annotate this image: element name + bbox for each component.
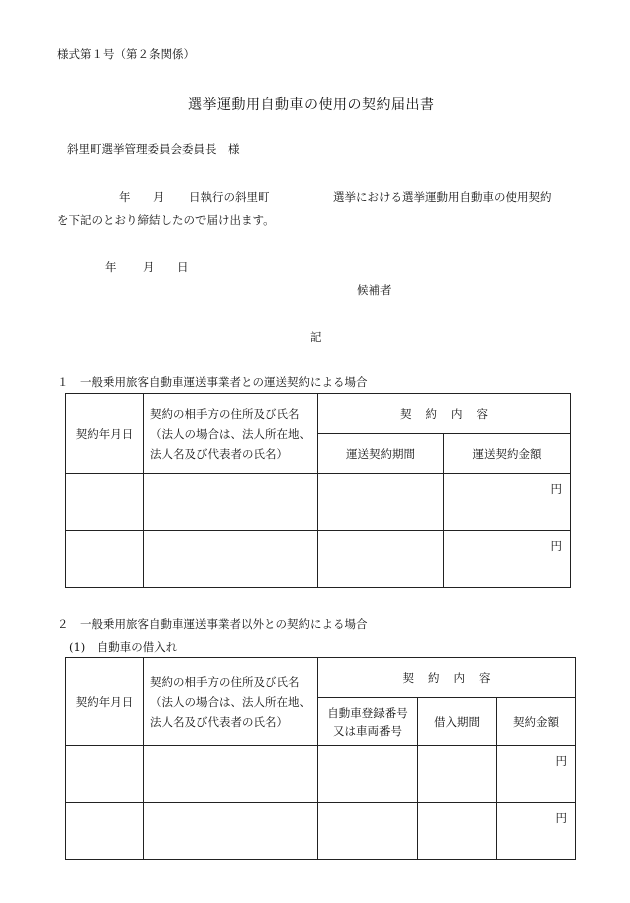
section2-party-line1: 契約の相手方の住所及び氏名 [150,674,300,689]
section1-col-period: 運送契約期間 [318,434,444,474]
section2-row1-party[interactable] [144,746,318,803]
section1-col-amount: 運送契約金額 [444,434,571,474]
section2-reg-line1: 自動車登録番号 [327,705,408,720]
ki-label: 記 [310,330,322,344]
table-row [66,474,571,531]
section1-row2-amount[interactable]: 円 [444,531,571,588]
section1-row2-party[interactable] [144,531,318,588]
section2-col-party [144,658,318,746]
section1-col-date: 契約年月日 [66,394,144,474]
addressee: 斜里町選挙管理委員会委員長 様 [67,142,240,156]
section1-party-line1: 契約の相手方の住所及び氏名 [150,406,300,421]
form-number: 様式第１号（第２条関係） [57,47,195,61]
section2-sub-heading: (1) 自動車の借入れ [69,640,178,654]
section1-party-line3: 法人名及び代表者の氏名） [150,446,288,461]
intro-year: 年 [119,190,131,204]
submit-day: 日 [177,260,189,274]
section2-row2-period[interactable] [418,803,497,860]
section1-row2-period[interactable] [318,531,444,588]
section1-row1-amount[interactable]: 円 [444,474,571,531]
section2-col-date: 契約年月日 [66,658,144,746]
section1-col-party [144,394,318,474]
intro-day-phrase: 日執行の斜里町 [189,190,270,204]
section2-heading: ２ 一般乗用旅客自動車運送事業者以外との契約による場合 [57,617,368,631]
section2-col-period: 借入期間 [418,698,497,746]
section2-row2-amount[interactable]: 円 [497,803,576,860]
section1-heading: １ 一般乗用旅客自動車運送事業者との運送契約による場合 [57,375,368,389]
section1-row1-period[interactable] [318,474,444,531]
section1-row1-date[interactable] [66,474,144,531]
section2-party-line2: （法人の場合は、法人所在地、 [150,694,311,709]
section2-row2-date[interactable] [66,803,144,860]
section1-party-line2: （法人の場合は、法人所在地、 [150,426,311,441]
section2-row1-date[interactable] [66,746,144,803]
section1-col-content: 契約内容 [318,394,571,434]
section2-col-content: 契約内容 [318,658,576,698]
table-row [66,746,576,803]
section2-col-amount: 契約金額 [497,698,576,746]
intro-month: 月 [153,190,165,204]
section2-col-reg [318,698,418,746]
section2-row2-party[interactable] [144,803,318,860]
candidate-label: 候補者 [357,283,392,297]
table-row [66,803,576,860]
table-row [66,531,571,588]
section2-reg-line2: 又は車両番号 [333,723,402,738]
submit-month: 月 [143,260,155,274]
intro-election-phrase: 選挙における選挙運動用自動車の使用契約 [333,190,552,204]
submit-year: 年 [105,260,117,274]
section2-row1-amount[interactable]: 円 [497,746,576,803]
section2-party-line3: 法人名及び代表者の氏名） [150,714,288,729]
page-title: 選挙運動用自動車の使用の契約届出書 [188,97,435,113]
section2-table [65,657,576,860]
section1-row2-date[interactable] [66,531,144,588]
section2-row1-period[interactable] [418,746,497,803]
section2-row1-reg[interactable] [318,746,418,803]
section1-table [65,393,571,588]
intro-line2: を下記のとおり締結したので届け出ます。 [57,213,275,227]
section1-row1-party[interactable] [144,474,318,531]
section2-row2-reg[interactable] [318,803,418,860]
